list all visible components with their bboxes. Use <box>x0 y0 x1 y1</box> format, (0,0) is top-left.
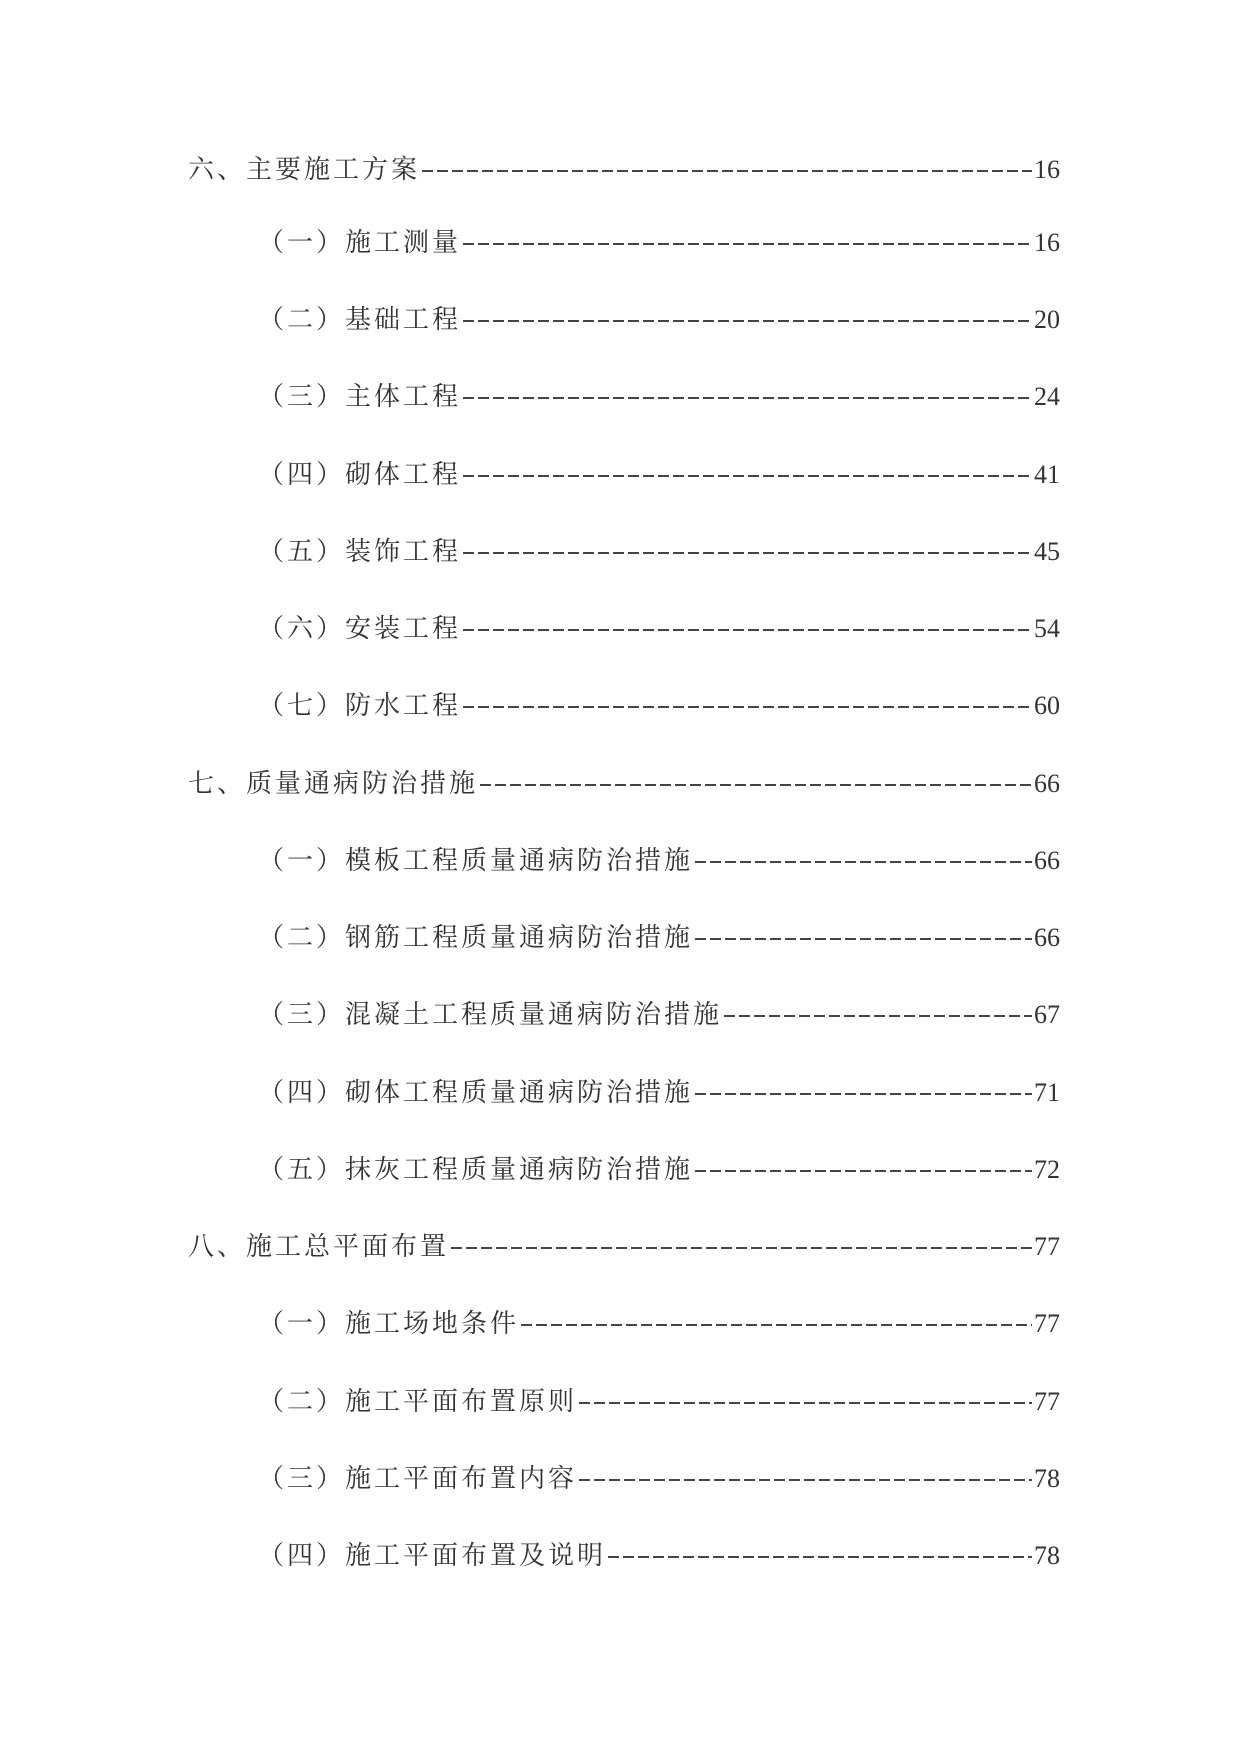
toc-dot-leader <box>480 784 1032 786</box>
toc-dot-leader <box>463 320 1032 322</box>
toc-entry-title: （一）模板工程质量通病防治措施 <box>258 846 694 876</box>
toc-entry-page: 16 <box>1034 228 1060 257</box>
toc-entry-section-6[interactable] <box>188 150 1060 190</box>
toc-entry-page: 66 <box>1034 846 1060 875</box>
toc-entry-title: （三）施工平面布置内容 <box>258 1464 578 1494</box>
toc-entry-title: （五）装饰工程 <box>258 537 462 567</box>
toc-dot-leader <box>463 243 1032 245</box>
toc-dot-leader <box>695 861 1032 863</box>
toc-dot-leader <box>521 1324 1032 1326</box>
toc-dot-leader <box>463 629 1032 631</box>
toc-entry-page: 77 <box>1034 1232 1060 1261</box>
toc-entry-page: 54 <box>1034 614 1060 643</box>
toc-entry-title: （三）混凝土工程质量通病防治措施 <box>258 1000 723 1030</box>
toc-entry-title: （四）砌体工程 <box>258 460 462 490</box>
toc-entry-page: 16 <box>1034 155 1060 184</box>
toc-entry-6-3[interactable] <box>258 377 1060 417</box>
toc-entry-page: 20 <box>1034 305 1060 334</box>
toc-entry-page: 78 <box>1034 1464 1060 1493</box>
toc-entry-8-4[interactable] <box>258 1536 1060 1576</box>
toc-entry-title: 七、质量通病防治措施 <box>188 769 479 799</box>
toc-entry-title: （五）抹灰工程质量通病防治措施 <box>258 1155 694 1185</box>
toc-entry-7-4[interactable] <box>258 1073 1060 1113</box>
toc-entry-page: 71 <box>1034 1078 1060 1107</box>
toc-entry-section-8[interactable] <box>188 1227 1060 1267</box>
toc-entry-page: 66 <box>1034 923 1060 952</box>
toc-dot-leader <box>463 706 1032 708</box>
toc-entry-6-6[interactable] <box>258 609 1060 649</box>
toc-entry-title: （二）钢筋工程质量通病防治措施 <box>258 923 694 953</box>
toc-entry-6-1[interactable] <box>258 223 1060 263</box>
toc-entry-page: 41 <box>1034 460 1060 489</box>
toc-entry-7-2[interactable] <box>258 918 1060 958</box>
toc-entry-6-4[interactable] <box>258 455 1060 495</box>
toc-entry-title: （六）安装工程 <box>258 614 462 644</box>
toc-entry-title: （四）砌体工程质量通病防治措施 <box>258 1078 694 1108</box>
toc-dot-leader <box>463 397 1032 399</box>
toc-dot-leader <box>695 1170 1032 1172</box>
toc-entry-page: 72 <box>1034 1155 1060 1184</box>
toc-dot-leader <box>463 552 1032 554</box>
toc-entry-section-7[interactable] <box>188 764 1060 804</box>
toc-dot-leader <box>579 1402 1032 1404</box>
toc-entry-8-1[interactable] <box>258 1304 1060 1344</box>
toc-dot-leader <box>608 1556 1032 1558</box>
toc-entry-page: 24 <box>1034 382 1060 411</box>
toc-entry-6-5[interactable] <box>258 532 1060 572</box>
toc-entry-title: （二）基础工程 <box>258 305 462 335</box>
toc-entry-page: 67 <box>1034 1000 1060 1029</box>
toc-entry-7-3[interactable] <box>258 995 1060 1035</box>
toc-entry-page: 78 <box>1034 1541 1060 1570</box>
toc-dot-leader <box>579 1479 1032 1481</box>
toc-dot-leader <box>695 1093 1032 1095</box>
toc-dot-leader <box>451 1247 1032 1249</box>
toc-dot-leader <box>695 938 1032 940</box>
toc-entry-title: （七）防水工程 <box>258 691 462 721</box>
toc-entry-title: 六、主要施工方案 <box>188 155 421 185</box>
toc-entry-title: （二）施工平面布置原则 <box>258 1387 578 1417</box>
toc-entry-page: 77 <box>1034 1309 1060 1338</box>
toc-entry-page: 77 <box>1034 1387 1060 1416</box>
toc-entry-page: 66 <box>1034 769 1060 798</box>
toc-entry-8-3[interactable] <box>258 1459 1060 1499</box>
toc-dot-leader <box>422 170 1032 172</box>
toc-entry-7-5[interactable] <box>258 1150 1060 1190</box>
toc-dot-leader <box>463 475 1032 477</box>
toc-entry-title: （一）施工场地条件 <box>258 1309 520 1339</box>
toc-entry-page: 45 <box>1034 537 1060 566</box>
toc-entry-7-1[interactable] <box>258 841 1060 881</box>
toc-entry-title: 八、施工总平面布置 <box>188 1232 450 1262</box>
toc-entry-6-2[interactable] <box>258 300 1060 340</box>
toc-entry-title: （三）主体工程 <box>258 382 462 412</box>
toc-entry-page: 60 <box>1034 691 1060 720</box>
toc-entry-title: （一）施工测量 <box>258 228 462 258</box>
toc-entry-6-7[interactable] <box>258 686 1060 726</box>
toc-entry-title: （四）施工平面布置及说明 <box>258 1541 607 1571</box>
toc-entry-8-2[interactable] <box>258 1382 1060 1422</box>
toc-dot-leader <box>724 1015 1032 1017</box>
